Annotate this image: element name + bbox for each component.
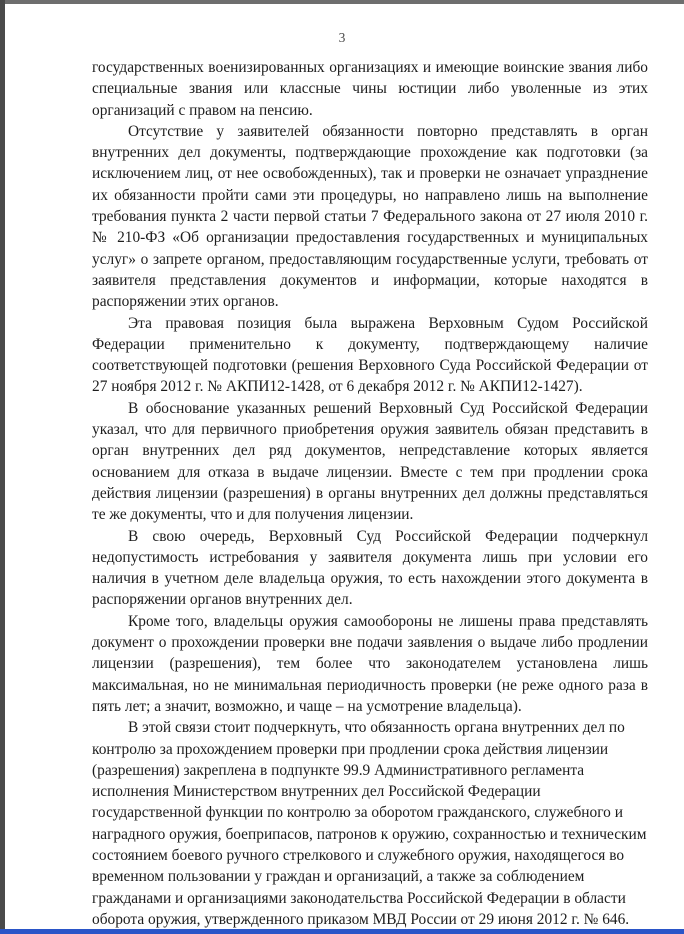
paragraph-4: В обоснование указанных решений Верховный Суд Российской Федерации указал, что для первичного приобретения оружия заявитель обязан представить в орган внутренних дел ряд документов, непредставление которых является основанием для отказа в выдаче лицензии. Вместе с тем при продлении срока действия лицензии (разрешения) в органы внутренних дел должны представляться те же документы, что и для получения лицензии. [92,399,648,524]
paragraph-5: В свою очередь, Верховный Суд Российской Федерации подчеркнул недопустимость истребования у заявителя документа лишь при условии его наличия в учетном деле владельца оружия, то есть нахождении этого документа в распоряжении органов внутренних дел. [92,527,648,609]
paragraph-7: В этой связи стоит подчеркнуть, что обязанность органа внутренних дел по контролю за прохождением проверки при продлении срока действия лицензии (разрешения) закреплена в подпункте 99.9 Административного регламента исполнения Министерством внутренних дел Российской Федерации государственной функции по контролю за оборотом гражданского, служебного и наградного оружия, боеприпасов, патронов к оружию, сохранностью и техническим состоянием боевого ручного стрелкового и служебного оружия, находящегося во временном пользовании у граждан и организаций, а также за соблюдением гражданами и организациями законодательства Российской Федерации в области оборота оружия, утвержденного приказом МВД России от 29 июня 2012 г. № 646. [92,719,647,928]
scan-edge-top [0,0,684,4]
page-number: 3 [338,30,346,45]
paragraph-3: Эта правовая позиция была выражена Верховным Судом Российской Федерации применительно к документу, подтверждающему наличие соответствующей подготовки (решения Верховного Суда Российской Федерации от 27 ноября 2012 г. № АКПИ12-1428, от 6 декабря 2012 г. № АКПИ12-1427). [92,314,648,396]
scan-edge-left [0,0,5,931]
document-body [92,57,648,930]
paragraph-6: Кроме того, владельцы оружия самообороны не лишены права представлять документ о прохождении проверки вне подачи заявления о выдаче либо продлении лицензии (разрешения), тем более что законодателем установлена лишь максимальная, но не минимальная периодичность проверки (не реже одного раза в пять лет; а значит, возможно, и чаще – на усмотрение владельца). [92,612,648,715]
scan-edge-bottom-rule [0,929,684,934]
paragraph-1: государственных военизированных организациях и имеющие воинские звания либо специальные звания или классные чины юстиции либо уволенные из этих организаций с правом на пенсию. [92,59,648,119]
paragraph-2: Отсутствие у заявителей обязанности повторно представлять в орган внутренних дел документы, подтверждающие прохождение как подготовки (за исключением лиц, от нее освобожденных), так и проверки не означает упразднение их обязанности пройти сами эти процедуры, но направлено лишь на выполнение требования пункта 2 части первой статьи 7 Федерального закона от 27 июля 2010 г. № 210-ФЗ «Об организации предоставления государственных и муниципальных услуг» о запрете органом, предоставляющим государственные услуги, требовать от заявителя представления документов и информации, которые находятся в распоряжении этих органов. [92,122,648,311]
